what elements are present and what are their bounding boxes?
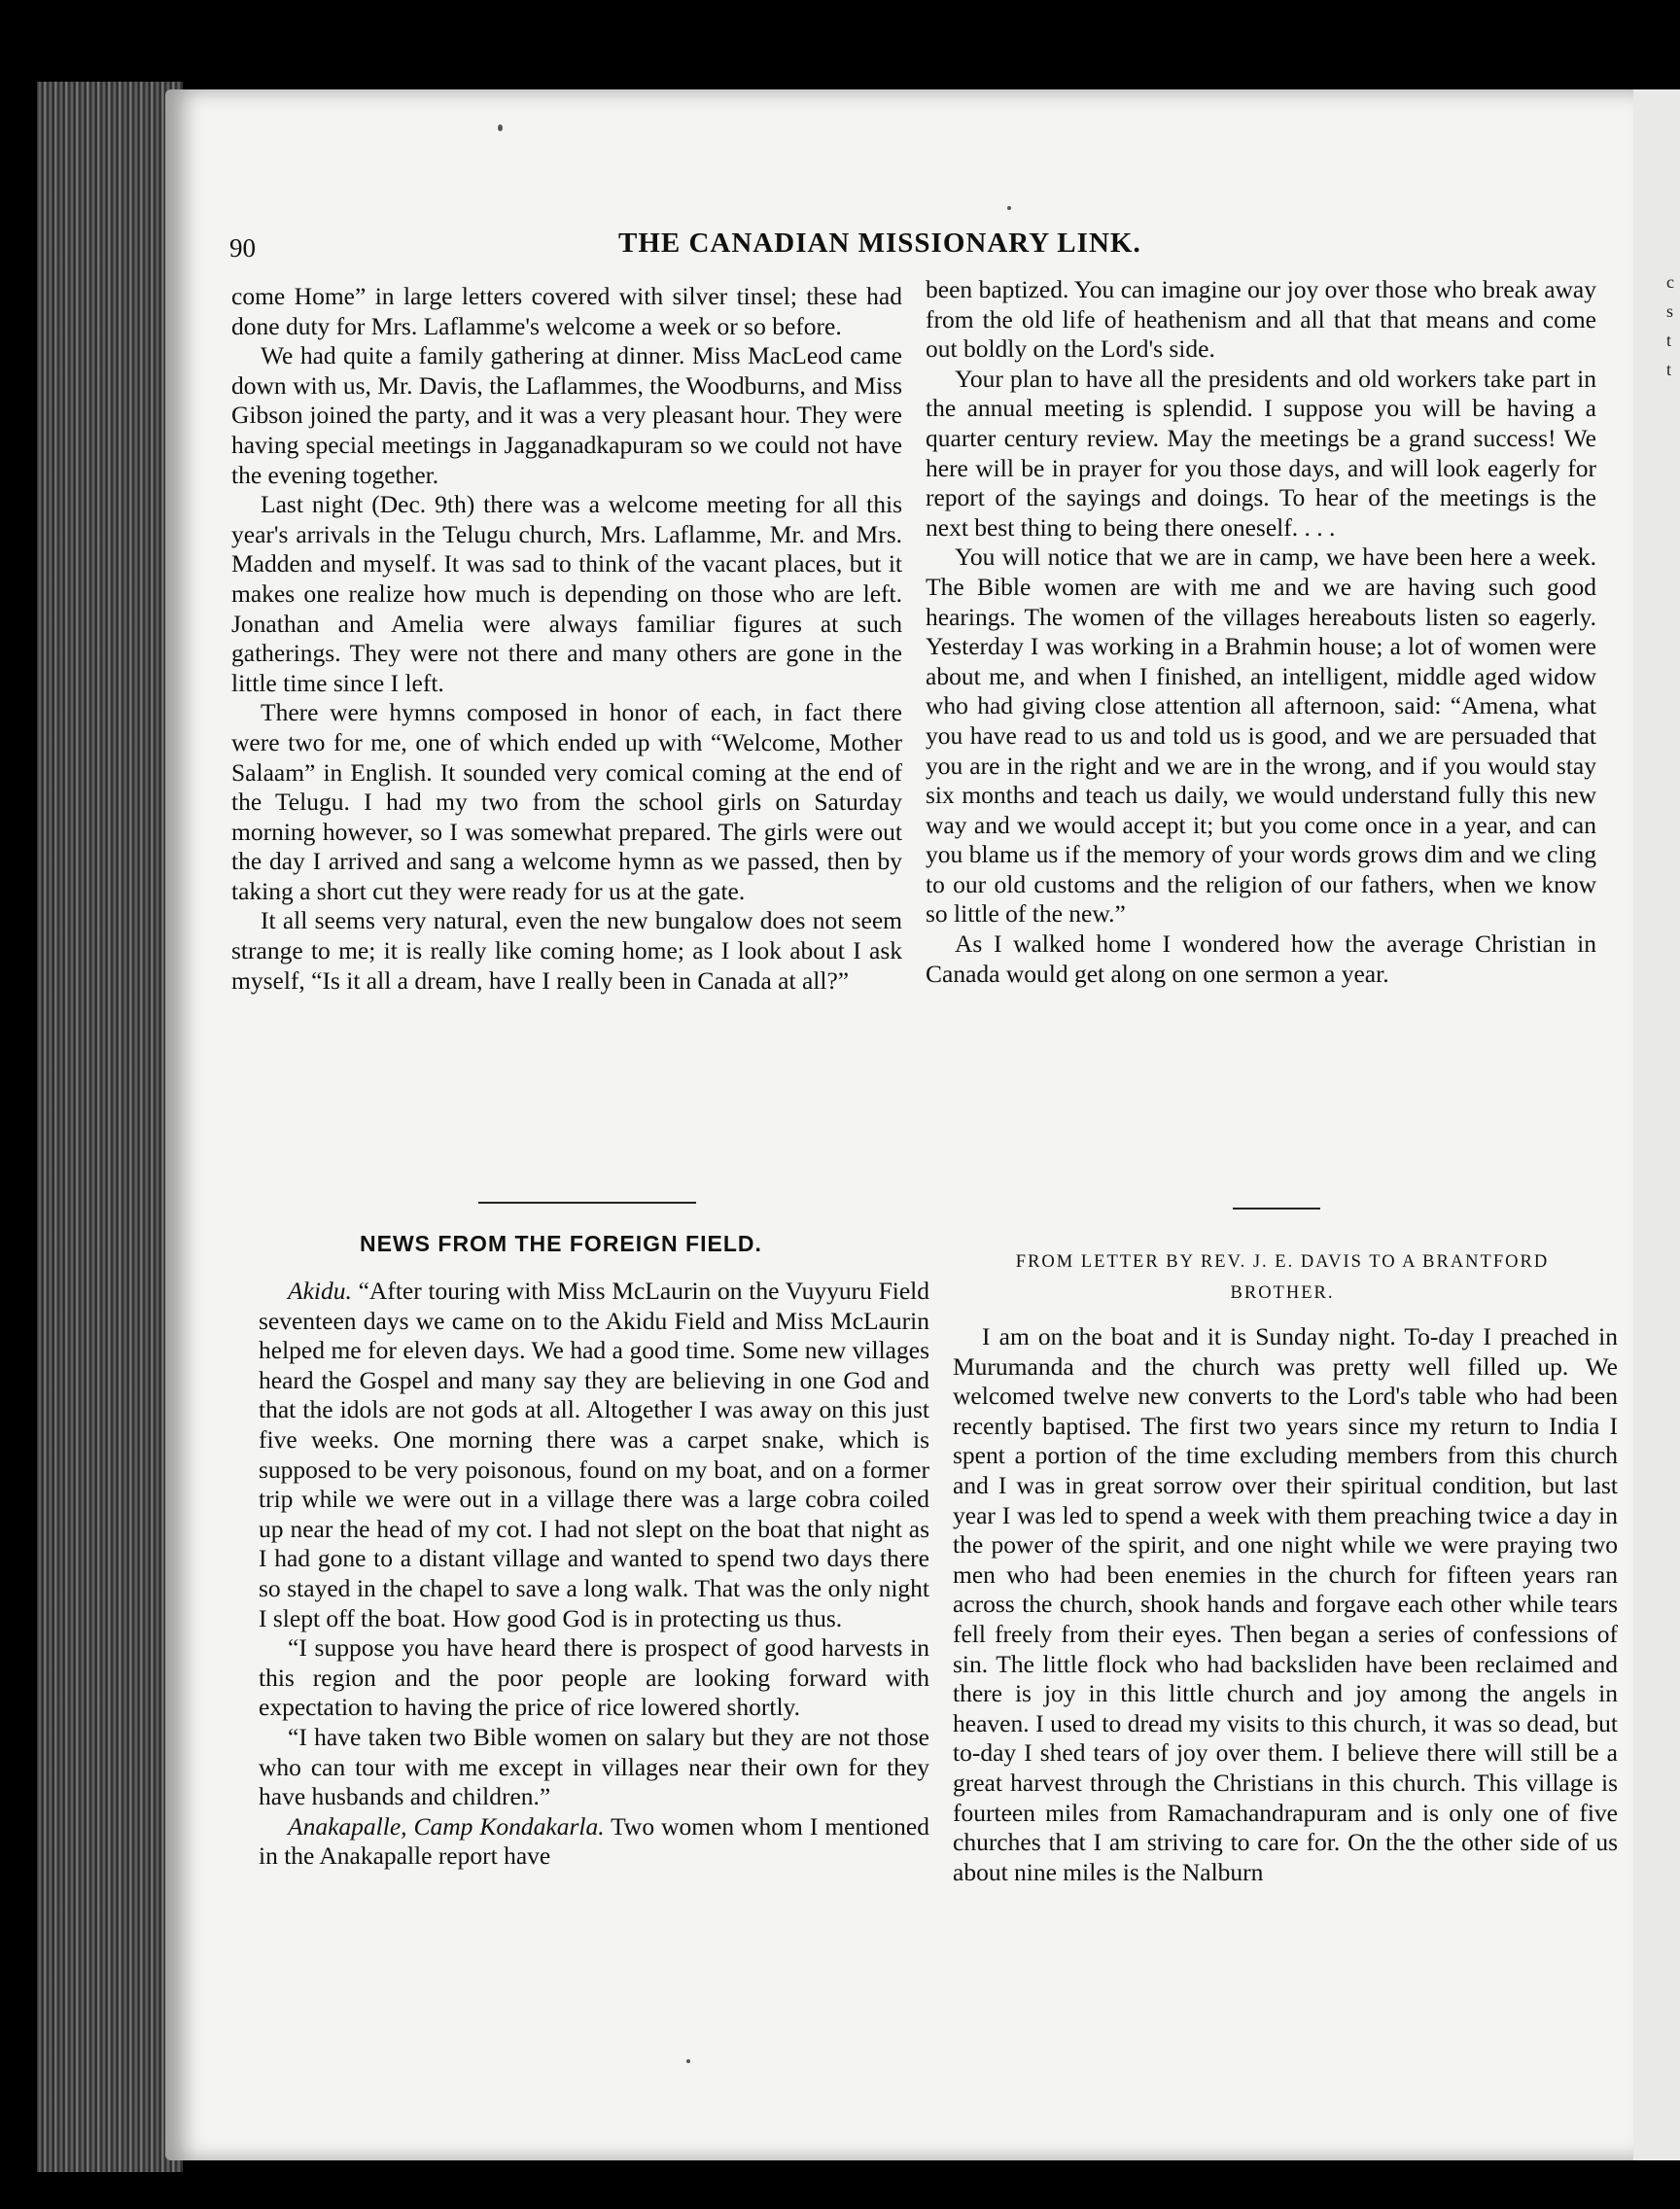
print-speck xyxy=(1007,206,1011,210)
right-column-top xyxy=(926,275,1596,989)
paragraph: We had quite a family gathering at dinner. Miss MacLeod came down with us, Mr. Davis, the Laflammes, the Woodburns, and Miss Gibson joined the party, and it was a very pleasant hour. They were having special meetings in Jagganadkapuram so we could not have the evening together. xyxy=(231,341,902,489)
paragraph: come Home” in large letters covered with silver tinsel; these had done duty for Mrs. Laflamme's welcome a week or so before. xyxy=(231,282,902,340)
paragraph: I am on the boat and it is Sunday night. To-day I preached in Murumanda and the church was pretty well filled up. We welcomed twelve new converts to the Lord's table who had been recently baptised. The first two years since my return to India I spent a portion of the time excluding members from this church and I was in great sorrow over their spiritual condition, but last year I was led to spend a week with them preaching twice a day in the power of the spirit, and one night while we were praying two men who had been enemies in the church for fifteen years ran across the church, shook hands and forgave each other while tears fell freely from their eyes. Then began a series of confessions of sin. The little flock who had backsliden have been reclaimed and there is joy in this little church and joy among the angels in heaven. I used to dread my visits to this church, it was so dead, but to-day I shed tears of joy over them. I believe there will still be a great harvest through the Christians in this church. This village is fourteen miles from Ramachandrapuram and is only one of five churches that I am striving to care for. On the the other side of us about nine miles is the Nalburn xyxy=(953,1322,1618,1886)
paragraph: There were hymns composed in honor of each, in fact there were two for me, one of which ended up with “Welcome, Mother Salaam” in English. It sounded very comical coming at the end of the Telugu. I had my two from the school girls on Saturday morning however, so I was somewhat prepared. The girls were out the day I arrived and sang a welcome hymn as we passed, then by taking a short cut they were ready for us at the gate. xyxy=(231,698,902,905)
page-number: 90 xyxy=(229,233,256,263)
paragraph: It all seems very natural, even the new bungalow does not seem strange to me; it is really like coming home; as I look about I ask myself, “Is it all a dream, have I really been in Canada at all?” xyxy=(231,906,902,995)
paragraph: Last night (Dec. 9th) there was a welcome meeting for all this year's arrivals in the Telugu church, Mrs. Laflamme, Mr. and Mrs. Madden and myself. It was sad to think of the vacant places, but it makes one realize how much is depending on those who are left. Jonathan and Amelia were always familiar figures at such gatherings. They were not there and many others are gone in the little time since I left. xyxy=(231,490,902,697)
print-speck xyxy=(686,2059,690,2063)
news-item-anakapalle xyxy=(259,1812,929,1872)
letter-heading-line: BROTHER. xyxy=(1230,1283,1335,1303)
left-column-top xyxy=(231,282,902,996)
journal-title: THE CANADIAN MISSIONARY LINK. xyxy=(618,228,1141,259)
place-name: Akidu. xyxy=(288,1277,352,1305)
paragraph: “I have taken two Bible women on salary but they are not those who can tour with me except in villages near their own for they have husbands and children.” xyxy=(259,1722,929,1811)
section-divider xyxy=(1233,1208,1320,1210)
letter-heading xyxy=(947,1246,1618,1309)
next-page-strip xyxy=(1633,89,1680,2160)
paragraph: As I walked home I wondered how the average Christian in Canada would get along on one sermon a year. xyxy=(926,929,1596,988)
letter-heading-line: FROM LETTER BY REV. J. E. DAVIS TO A BRANTFORD xyxy=(1015,1252,1550,1272)
news-text: Two women whom I mentioned in the Anakapalle report have xyxy=(259,1811,929,1871)
next-page-fragment: t xyxy=(1666,360,1672,379)
news-text: “After touring with Miss McLaurin on the Vuyyuru Field seventeen days we came on to the Akidu Field and Miss McLaurin helped me for eleven days. We had a good time. Some new villages heard the Gospel and many say they are believing in one God and that the idols are not gods at all. Altogether I was away on this just five weeks. One morning there was a carpet snake, which is supposed to be very poisonous, found on my boat, and on a former trip while we were out in a village there was a large cobra coiled up near the head of my cot. I had not slept on the boat that night as I had gone to a distant village and wanted to spend two days there so stayed in the chapel to save a long walk. That was the only night I slept off the boat. How good God is in protecting us thus. xyxy=(259,1277,930,1632)
paragraph: been baptized. You can imagine our joy over those who break away from the old life of heathenism and all that that means and come out boldly on the Lord's side. xyxy=(926,275,1596,364)
section-divider xyxy=(478,1202,696,1204)
book-page-edges xyxy=(37,82,183,2172)
next-page-fragment: c xyxy=(1666,272,1674,292)
news-item-akidu xyxy=(259,1277,929,1633)
paragraph: “I suppose you have heard there is prospect of good harvests in this region and the poor people are looking forward with expectation to having the price of rice lowered shortly. xyxy=(259,1633,929,1722)
letter-column xyxy=(953,1322,1618,1887)
print-speck xyxy=(498,124,503,131)
paragraph: Your plan to have all the presidents and old workers take part in the annual meeting is splendid. I suppose you will be having a quarter century review. May the meetings be a grand success! We here will be in prayer for you those days, and will look eagerly for report of the sayings and doings. To hear of the meetings is the next best thing to being there oneself. . . . xyxy=(926,364,1596,542)
running-header xyxy=(229,228,1610,272)
section-title: NEWS FROM THE FOREIGN FIELD. xyxy=(360,1231,762,1256)
paragraph: You will notice that we are in camp, we have been here a week. The Bible women are with me and we are having such good hearings. The women of the villages hereabouts listen so eagerly. Yesterday I was working in a Brahmin house; a lot of women were about me, and when I finished, an intelligent, middle aged widow who had giving close attention all afternoon, said: “Amena, what you have read to us and told us is good, and we are persuaded that you are in the right and we are in the wrong, and if you would stay six months and teach us daily, we would understand fully this new way and we would accept it; but you come once in a year, and can you blame us if the memory of your words grows dim and we cling to our old customs and the religion of our fathers, when we know so little of the new.” xyxy=(926,543,1596,929)
next-page-fragment: s xyxy=(1666,301,1674,321)
news-column xyxy=(259,1277,929,1872)
next-page-fragment: t xyxy=(1666,331,1672,350)
place-name: Anakapalle, Camp Kondakarla. xyxy=(288,1811,605,1841)
